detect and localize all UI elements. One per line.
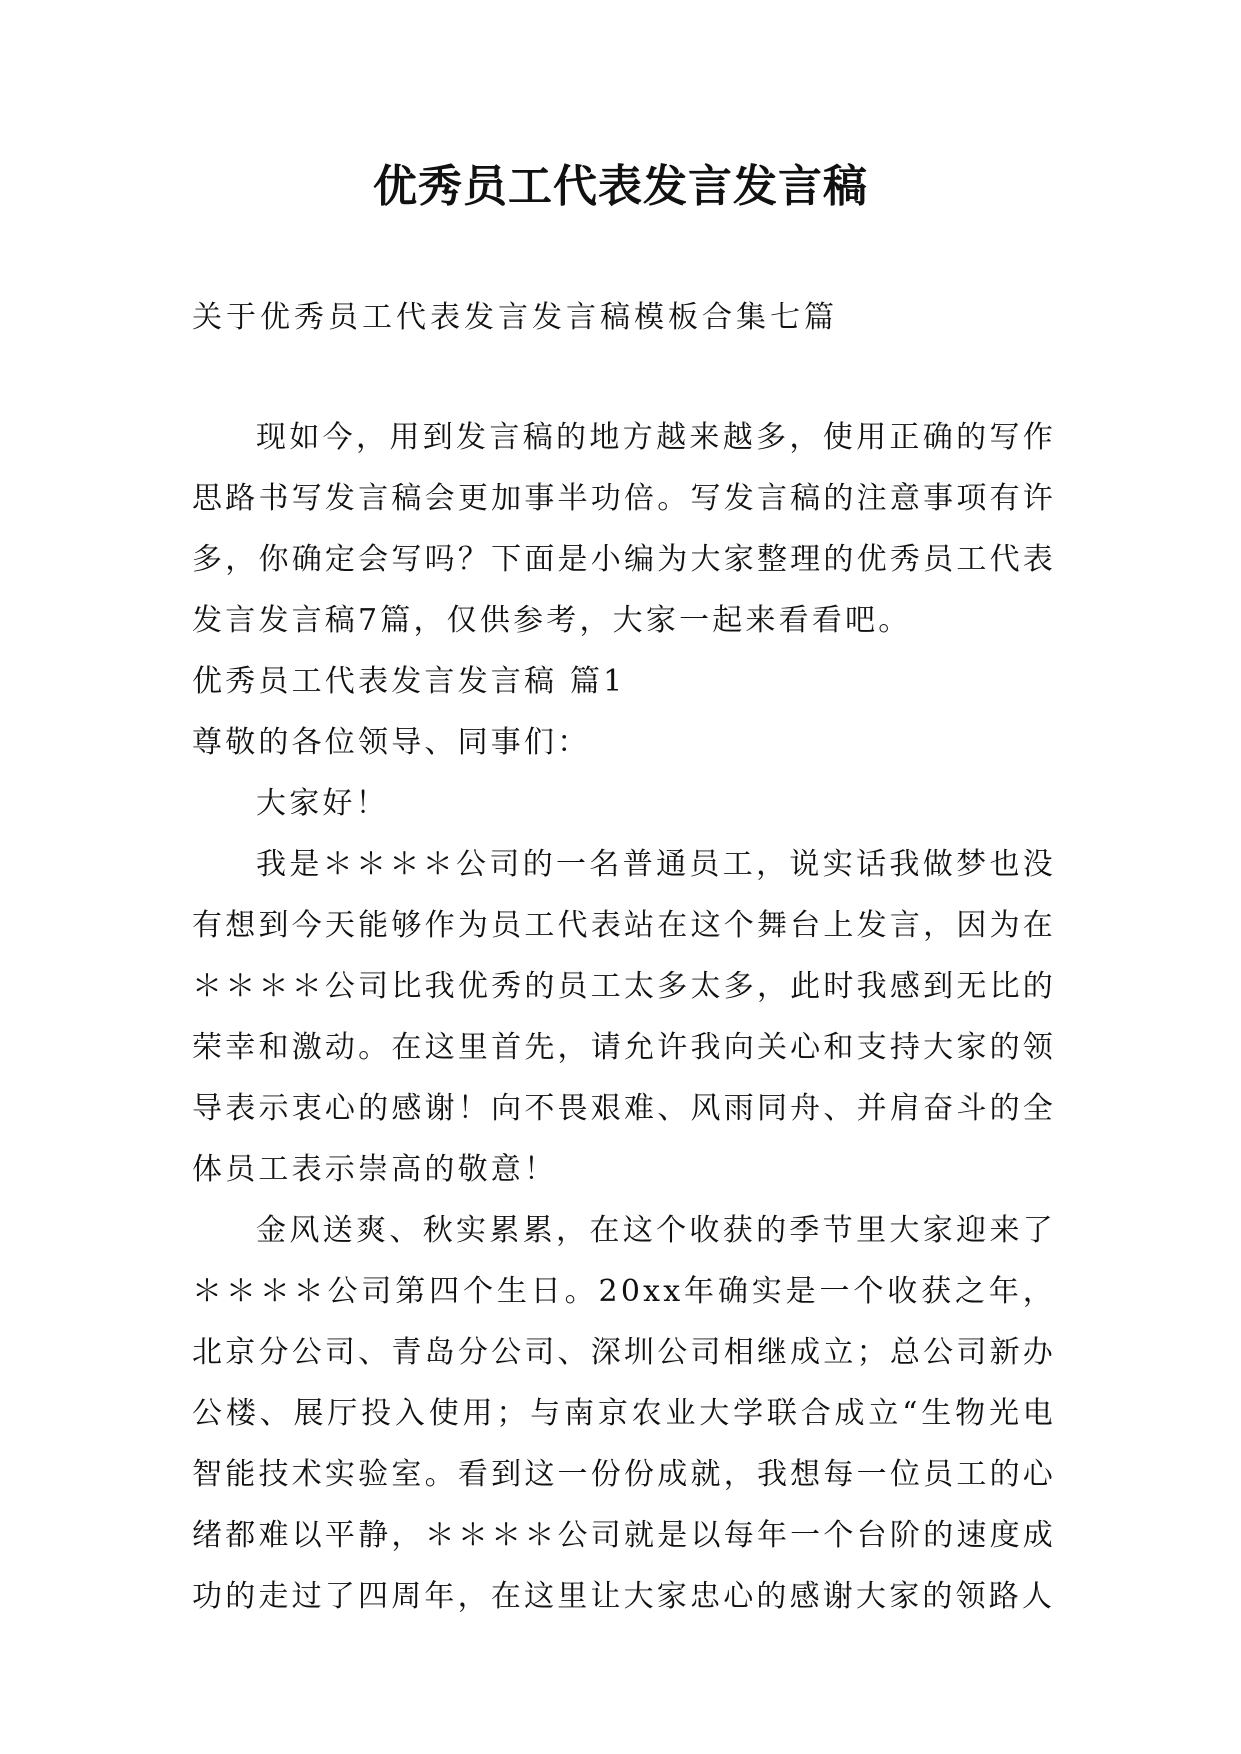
section-heading: 优秀员工代表发言发言稿 篇1 bbox=[192, 664, 626, 699]
greeting-line: 大家好！ bbox=[256, 786, 389, 821]
salutation-line: 尊敬的各位领导、同事们： bbox=[192, 725, 591, 760]
document-body bbox=[192, 407, 1056, 1627]
intro-paragraph: 现如今，用到发言稿的地方越来越多，使用正确的写作思路书写发言稿会更加事半功倍。写发言稿的注意事项有许多，你确定会写吗？下面是小编为大家整理的优秀员工代表发言发言稿7篇，仅供参考，大家一起来看看吧。 bbox=[192, 420, 1056, 638]
document-subtitle: 关于优秀员工代表发言发言稿模板合集七篇 bbox=[192, 300, 838, 335]
document-title: 优秀员工代表发言发言稿 bbox=[373, 161, 868, 212]
body-paragraph: 我是＊＊＊＊公司的一名普通员工，说实话我做梦也没有想到今天能够作为员工代表站在这个舞台上发言，因为在＊＊＊＊公司比我优秀的员工太多太多，此时我感到无比的荣幸和激动。在这里首先，请允许我向关心和支持大家的领导表示衷心的感谢！向不畏艰难、风雨同舟、并肩奋斗的全体员工表示崇高的敬意！ bbox=[192, 847, 1056, 1187]
body-paragraph: 金风送爽、秋实累累，在这个收获的季节里大家迎来了＊＊＊＊公司第四个生日。20xx年确实是一个收获之年，北京分公司、青岛分公司、深圳公司相继成立；总公司新办公楼、展厅投入使用；与南京农业大学联合成立“生物光电智能技术实验室。看到这一份份成就，我想每一位员工的心绪都难以平静，＊＊＊＊公司就是以每年一个台阶的速度成功的走过了四周年，在这里让大家忠心的感谢大家的领路人 bbox=[192, 1213, 1056, 1614]
